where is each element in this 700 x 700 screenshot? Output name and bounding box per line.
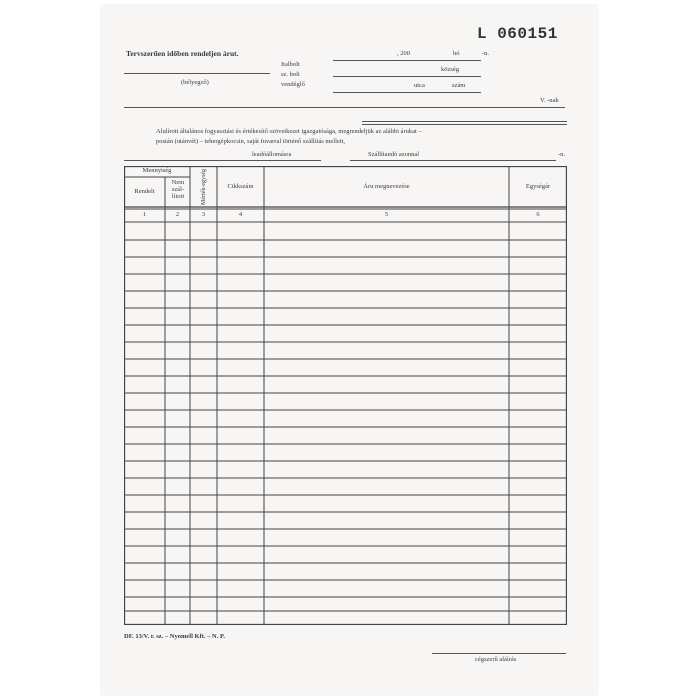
- recipient-label: V. -nak: [540, 97, 559, 104]
- village-label: község: [441, 66, 460, 73]
- order-table-grid: [124, 166, 567, 625]
- delivery-label: Szállítandó azonnal: [368, 151, 420, 158]
- shop-type-2: sz. bolt: [281, 71, 300, 78]
- stamp-label: (bélyegző): [181, 79, 209, 86]
- col-number-2: 2: [175, 211, 180, 218]
- delivery-line: [350, 160, 556, 161]
- serial-number: L 060151: [477, 25, 558, 43]
- shop-type-3: vendéglő: [281, 81, 305, 88]
- intro-line-2: postán (utánvét) – tehergépkocsin, saját fuvarral történő szállítás mellett,: [156, 138, 346, 145]
- col-unit: Mérték-egység: [201, 169, 207, 205]
- delivery-end: -n.: [558, 151, 566, 158]
- col-number-6: 6: [536, 211, 540, 218]
- signature-line: [432, 653, 566, 654]
- order-title: Tervszerűen időben rendeljen árut.: [126, 49, 239, 58]
- stamp-line: [124, 73, 270, 74]
- col-not-delivered: Nem szál-lított: [171, 179, 185, 200]
- date-year: , 200: [397, 50, 410, 57]
- divider-line-2: [362, 124, 567, 125]
- street-line: [333, 92, 481, 93]
- col-item-number: Cikkszám: [227, 183, 254, 190]
- col-number-3: 3: [201, 211, 206, 218]
- date-line: [333, 60, 481, 61]
- date-day: -n.: [482, 50, 490, 57]
- col-goods-name: Áru megnevezése: [363, 183, 410, 190]
- intro-line-1: Alulírott általános fogyasztási és értékesítő szövetkezet igazgatósága, megrendeljük az alábbi árukat –: [156, 128, 422, 135]
- order-table: [124, 166, 567, 625]
- shop-type-1: Italbolt: [281, 61, 300, 68]
- col-ordered: Rendelt: [134, 188, 155, 195]
- footer-print-info: DF. 13/V. r. sz. – Nyomell Kft. – N. P.: [124, 633, 225, 640]
- street-label: utca: [414, 82, 425, 89]
- col-unit-price: Egységár: [525, 183, 551, 190]
- village-line: [333, 76, 481, 77]
- divider-line-1: [362, 121, 567, 122]
- date-month: hó: [453, 50, 460, 57]
- recipient-line: [124, 107, 565, 108]
- station-line: [124, 160, 321, 161]
- col-number-4: 4: [238, 211, 243, 218]
- col-number-5: 5: [384, 211, 389, 218]
- col-number-1: 1: [142, 211, 147, 218]
- signature-label: cégszerű aláírás: [475, 656, 517, 663]
- quantity-group-header: Mennyiség: [142, 167, 172, 174]
- station-label: leadóállomásra: [252, 151, 292, 158]
- number-label: szám: [452, 82, 466, 89]
